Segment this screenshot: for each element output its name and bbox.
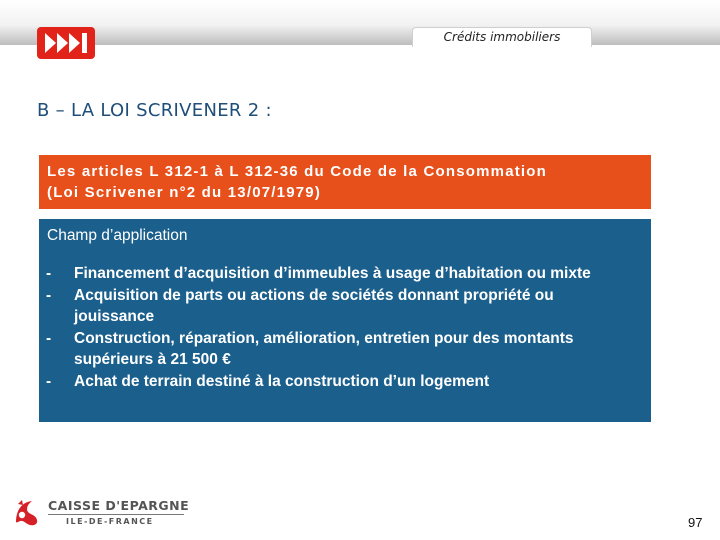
header-band [0, 0, 720, 45]
law-reference-line-2: (Loi Scrivener n°2 du 13/07/1979) [47, 184, 322, 201]
scope-box [39, 219, 651, 422]
page-title: B – LA LOI SCRIVENER 2 : [37, 100, 272, 121]
list-item-text: Acquisition de parts ou actions de sociétés donnant propriété ou jouissance [74, 286, 554, 325]
list-item [39, 285, 634, 328]
list-item [39, 263, 634, 285]
brand-logo [10, 496, 190, 532]
law-reference-line-1: Les articles L 312-1 à L 312-36 du Code de la Consommation [47, 163, 548, 180]
brand-region: ILE-DE-FRANCE [66, 517, 154, 526]
squirrel-emblem-icon [10, 496, 42, 528]
fast-forward-icon [37, 27, 95, 59]
bullet-dash: - [46, 372, 52, 390]
tab-credits-immobiliers[interactable]: Crédits immobiliers [412, 27, 592, 47]
list-item-text: Financement d’acquisition d’immeubles à usage d’habitation ou mixte [74, 265, 591, 282]
bullet-dash: - [46, 265, 52, 282]
list-item-text: Achat de terrain destiné à la construction d’un logement [74, 372, 490, 390]
list-item-text: Construction, réparation, amélioration, entretien pour des montants supérieurs à 21 500 € [74, 329, 574, 368]
brand-divider [48, 514, 184, 515]
law-reference-box [39, 155, 651, 209]
list-item [39, 328, 634, 371]
list-item [39, 371, 634, 393]
brand-name: CAISSE D'EPARGNE [48, 498, 190, 513]
scope-heading: Champ d’application [47, 227, 188, 244]
page-number: 97 [688, 515, 703, 530]
bullet-dash: - [46, 329, 52, 347]
bullet-dash: - [46, 286, 52, 304]
scope-list [39, 263, 634, 392]
